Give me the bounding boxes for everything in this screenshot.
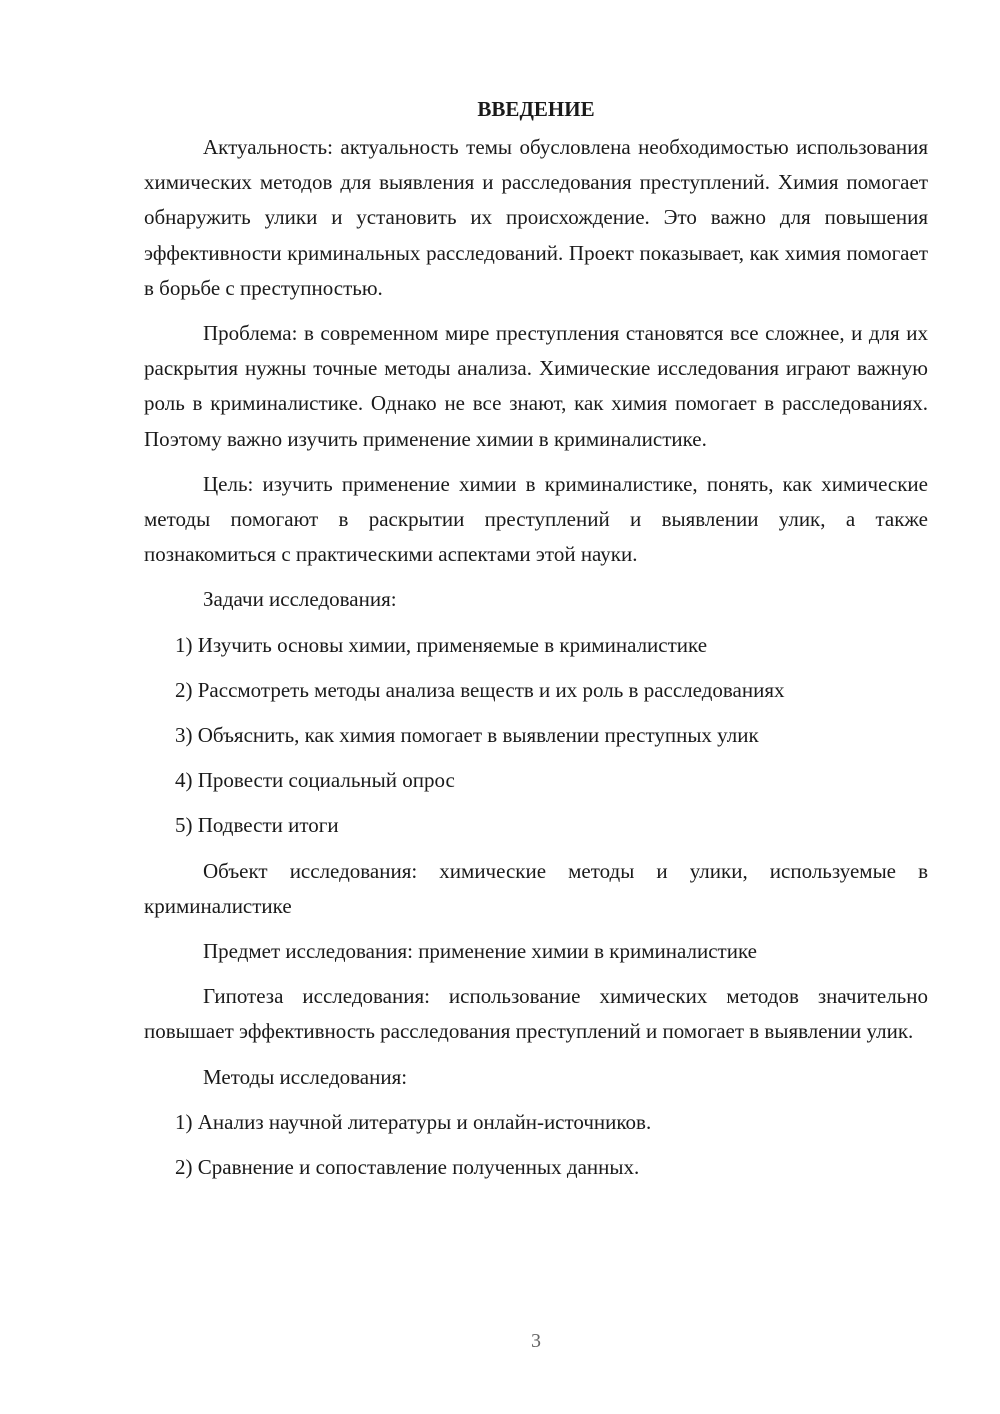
list-item: 4) Провести социальный опрос	[175, 768, 455, 793]
tasks-heading: Задачи исследования:	[203, 587, 397, 612]
list-item: 5) Подвести итоги	[175, 813, 339, 838]
paragraph-subject: Предмет исследования: применение химии в криминалистике	[203, 939, 757, 964]
section-title: ВВЕДЕНИЕ	[477, 97, 595, 121]
list-item: 1) Анализ научной литературы и онлайн-источников.	[175, 1109, 652, 1134]
paragraph-problem: Проблема: в современном мире преступления становятся все сложнее, и для их раскрытия нужны точные методы анализа. Химические исследования играют важную роль в криминалистике. Однако не все знают, как химия помогает в расследованиях. Поэтому важно изучить применение химии в криминалистике.	[144, 321, 928, 451]
methods-heading: Методы исследования:	[203, 1064, 408, 1089]
paragraph-relevance: Актуальность: актуальность темы обусловлена необходимостью использования химических методов для выявления и расследования преступлений. Химия помогает обнаружить улики и установить их происхождение. Это важно для повышения эффективности криминальных расследований. Проект показывает, как химия помогает в борьбе с преступностью.	[144, 135, 928, 300]
tasks-list	[144, 628, 928, 844]
list-item: 3) Объяснить, как химия помогает в выявлении преступных улик	[175, 723, 759, 748]
methods-list	[144, 1105, 928, 1185]
paragraph-goal: Цель: изучить применение химии в криминалистике, понять, как химические методы помогают в раскрытии преступлений и выявлении улик, а также познакомиться с практическими аспектами этой науки.	[144, 471, 928, 567]
page-number: 3	[531, 1330, 541, 1352]
document-page	[144, 92, 928, 1185]
list-item: 2) Рассмотреть методы анализа веществ и их роль в расследованиях	[175, 677, 785, 702]
paragraph-hypothesis: Гипотеза исследования: использование химических методов значительно повышает эффективность расследования преступлений и помогает в выявлении улик.	[144, 984, 928, 1044]
list-item: 2) Сравнение и сопоставление полученных данных.	[175, 1155, 640, 1180]
list-item: 1) Изучить основы химии, применяемые в криминалистике	[175, 632, 708, 657]
paragraph-object: Объект исследования: химические методы и улики, используемые в криминалистике	[144, 858, 928, 918]
